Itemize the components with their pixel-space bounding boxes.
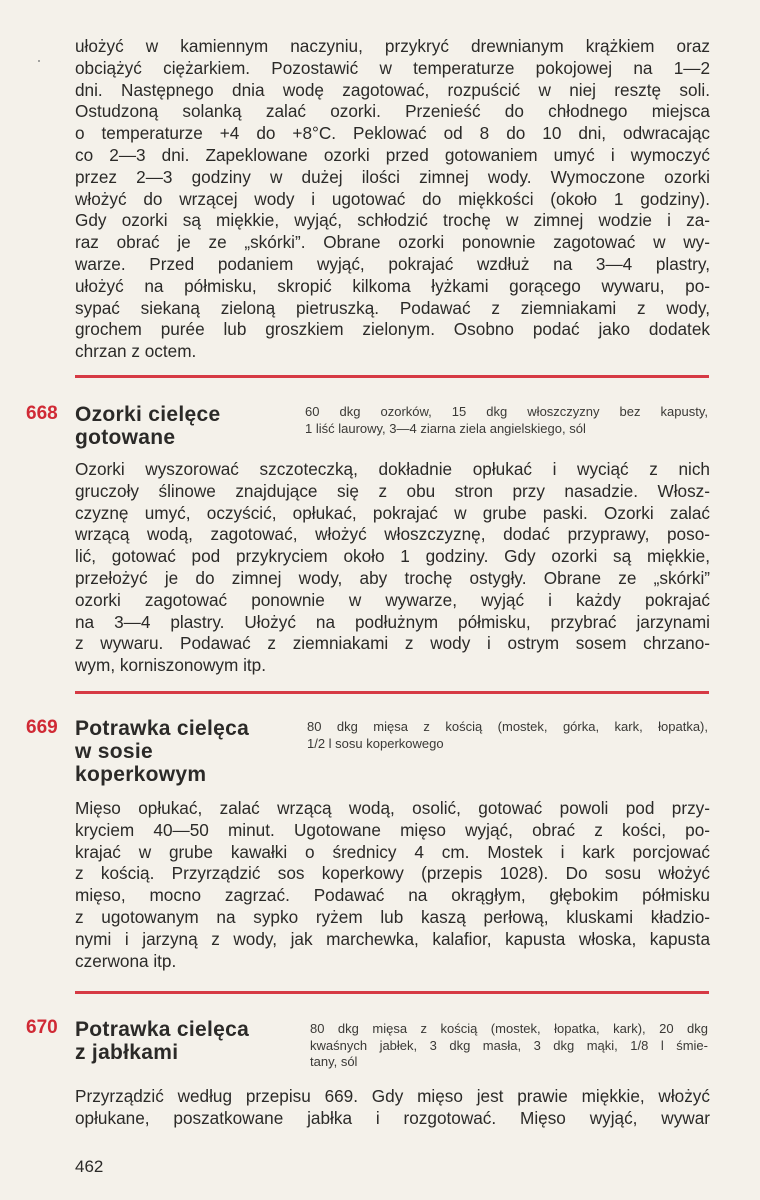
- text-line: co 2—3 dni. Zapeklowane ozorki przed gotowaniem umyć i wymoczyć: [75, 144, 710, 165]
- text-line: opłukane, poszatkowane jabłka i rozgotować. Mięso wyjąć, wywar: [75, 1107, 710, 1128]
- text-line: czerwona itp.: [75, 950, 177, 971]
- text-line: o temperaturze +4 do +8°C. Peklować od 8 do 10 dni, odwracając: [75, 123, 710, 144]
- text-line: lić, gotować pod przykryciem około 1 godziny. Gdy ozorki są miękkie,: [75, 546, 710, 567]
- recipe-number: 669: [26, 717, 58, 738]
- ingredient-line: 80 dkg mięsa z kością (mostek, górka, kark, łopatka),: [307, 719, 708, 734]
- recipe-body: [75, 1086, 710, 1130]
- ingredient-line: 1 liść laurowy, 3—4 ziarna ziela angielskiego, sól: [305, 420, 586, 436]
- recipe-title-line: w sosie: [75, 740, 153, 763]
- ingredient-line: 80 dkg mięsa z kością (mostek, łopatka, kark), 20 dkg: [310, 1021, 708, 1036]
- recipe-title-line: z jabłkami: [75, 1041, 179, 1064]
- text-line: raz obrać je ze „skórki”. Obrane ozorki ponownie zagotować w wy-: [75, 232, 710, 253]
- recipe-title-line: gotowane: [75, 426, 176, 449]
- text-line: Mięso opłukać, zalać wrzącą wodą, osolić, gotować powoli pod przy-: [75, 798, 710, 818]
- recipe-ingredients: [307, 719, 708, 752]
- ingredient-line: kwaśnych jabłek, 3 dkg masła, 3 dkg mąki, 1/8 l śmie-: [310, 1037, 708, 1053]
- ingredient-line: 1/2 l sosu koperkowego: [307, 735, 444, 751]
- recipe-ingredients: [305, 404, 708, 437]
- recipe-body: [75, 798, 710, 972]
- ingredient-line: 60 dkg ozorków, 15 dkg włoszczyzny bez kapusty,: [305, 404, 708, 419]
- text-line: Ostudzoną solanką zalać ozorki. Przenieść do chłodnego miejsca: [75, 101, 710, 122]
- recipe-title: [75, 717, 249, 786]
- text-line: włożyć do wrzącej wody i ugotować do miękkości (około 1 godziny).: [75, 188, 710, 209]
- text-line: Gdy ozorki są miękkie, wyjąć, schłodzić trochę w zimnej wodzie i za-: [75, 210, 710, 231]
- recipe-title-line: Potrawka cielęca: [75, 1018, 250, 1041]
- recipe-title-line: koperkowym: [75, 763, 207, 786]
- text-line: grochem purée lub groszkiem zielonym. Osobno podać jako dodatek: [75, 319, 710, 340]
- text-line: krajać w grube kawałki o średnicy 4 cm. Mostek i kark porcjować: [75, 841, 710, 862]
- section-divider: [75, 375, 709, 378]
- text-line: przez 2—3 godziny w dużej ilości zimnej wody. Wymoczone ozorki: [75, 166, 710, 187]
- text-line: przełożyć je do zimnej wody, aby trochę ostygły. Obrane ze „skórki”: [75, 567, 710, 588]
- text-line: z wywaru. Podawać z ziemniakami z wody i ostrym sosem chrzano-: [75, 633, 710, 654]
- recipe-body: [75, 459, 710, 677]
- text-line: sypać siekaną zieloną pietruszką. Podawać z ziemniakami z wody,: [75, 297, 710, 318]
- text-line: Ozorki wyszorować szczoteczką, dokładnie opłukać i wyciąć z nich: [75, 459, 710, 479]
- recipe-title-line: Ozorki cielęce: [75, 403, 221, 426]
- text-line: wym, korniszonowym itp.: [75, 655, 267, 676]
- text-line: chrzan z octem.: [75, 341, 197, 362]
- text-line: kryciem 40—50 minut. Ugotowane mięso wyjąć, obrać z kości, po-: [75, 819, 710, 840]
- recipe-title-line: Potrawka cielęca: [75, 717, 250, 740]
- recipe-title: [75, 403, 220, 449]
- text-line: ozorki zagotować ponownie w wywarze, wyjąć i każdy pokrajać: [75, 589, 710, 610]
- text-line: czyznę umyć, oczyścić, opłukać, pokrajać w grube paski. Ozorki zalać: [75, 502, 710, 523]
- text-line: mięso, mocno zagrzać. Podawać na okrągłym, głębokim półmisku: [75, 885, 710, 906]
- recipe-title: [75, 1018, 249, 1064]
- text-line: gruczoły ślinowe znajdujące się z obu stron przy nasadzie. Włosz-: [75, 480, 710, 501]
- text-line: nymi i jarzyną z wody, jak marchewka, kalafior, kapusta włoska, kapusta: [75, 928, 710, 949]
- recipe-number: 670: [26, 1017, 58, 1038]
- text-line: warze. Przed podaniem wyjąć, pokrajać wzdłuż na 3—4 plastry,: [75, 253, 710, 274]
- page-number: 462: [75, 1157, 104, 1176]
- text-line: z ugotowanym na sypko ryżem lub kaszą perłową, kluskami kładzio-: [75, 906, 710, 927]
- recipe-ingredients: [310, 1021, 708, 1071]
- text-line: obciążyć ciężarkiem. Pozostawić w temperaturze pokojowej na 1—2: [75, 57, 710, 78]
- speck-mark: [38, 60, 40, 62]
- text-line: Przyrządzić według przepisu 669. Gdy mięso jest prawie miękkie, włożyć: [75, 1086, 710, 1106]
- text-line: z kością. Przyrządzić sos koperkowy (przepis 1028). Do sosu włożyć: [75, 863, 710, 884]
- text-line: wrzącą wodą, zagotować, włożyć włoszczyznę, dodać przyprawy, poso-: [75, 524, 710, 545]
- text-line: ułożyć na półmisku, skropić kilkoma łyżkami gorącego wywaru, po-: [75, 275, 710, 296]
- ingredient-line: tany, sól: [310, 1054, 358, 1069]
- text-line: na 3—4 plastry. Ułożyć na podłużnym półmisku, przybrać jarzynami: [75, 611, 710, 632]
- section-divider: [75, 691, 709, 694]
- intro-paragraph: [75, 36, 710, 363]
- text-line: ułożyć w kamiennym naczyniu, przykryć drewnianym krążkiem oraz: [75, 36, 710, 56]
- section-divider: [75, 991, 709, 994]
- recipe-number: 668: [26, 403, 58, 424]
- text-line: dni. Następnego dnia wodę zagotować, rozpuścić w niej resztę soli.: [75, 79, 710, 100]
